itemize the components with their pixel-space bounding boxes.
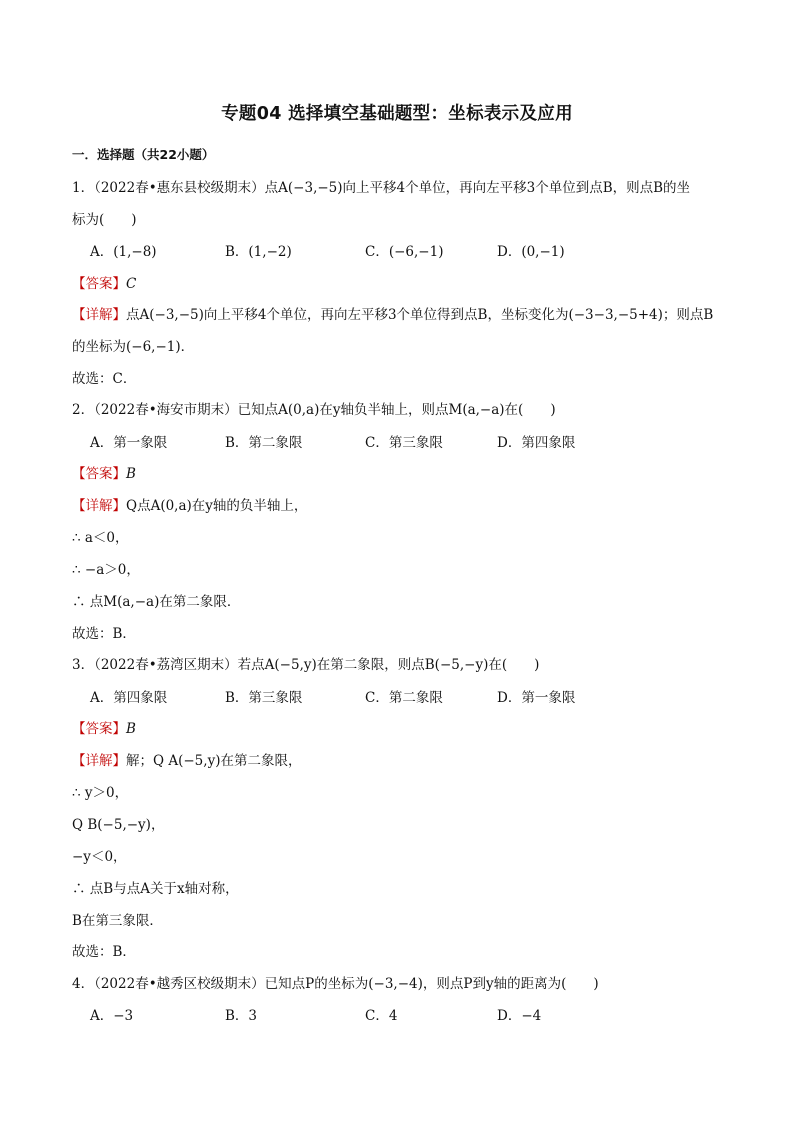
answer-value: B	[126, 466, 136, 482]
q3-option-a: A．第四象限	[90, 690, 168, 706]
q2-answer	[72, 462, 136, 482]
q3-stem: 3．（2022春•荔湾区期末）若点A(−5,y)在第二象限，则点B(−5,−y)在( )	[72, 657, 540, 673]
q3-detail-line4: −y＜0，	[72, 849, 127, 865]
q1-stem-line2: 标为( )	[72, 212, 137, 228]
q3-detail-line2: ∴ y＞0，	[72, 785, 129, 801]
section-heading: 一．选择题（共22小题）	[72, 147, 215, 162]
answer-tag: 【答案】	[72, 276, 126, 292]
q1-option-a: A．(1,−8)	[90, 244, 157, 260]
answer-value: B	[126, 721, 136, 737]
q2-detail-line1	[72, 494, 307, 514]
q3-detail-line5: ∴ 点B与点A关于x轴对称，	[72, 881, 239, 897]
q3-conclusion: 故选：B．	[72, 944, 136, 960]
detail-tag: 【详解】	[72, 307, 126, 323]
detail-text: 点A(−3,−5)向上平移4个单位，再向左平移3个单位得到点B，坐标变化为(−3−3,−5+4)；则点B	[126, 307, 714, 323]
q1-option-d: D．(0,−1)	[497, 244, 565, 260]
answer-tag: 【答案】	[72, 721, 126, 737]
q1-detail-line2: 的坐标为(−6,−1)．	[72, 339, 195, 355]
q3-detail-line6: B在第三象限．	[72, 913, 163, 929]
page-title: 专题04 选择填空基础题型：坐标表示及应用	[221, 104, 573, 124]
detail-text: Q点A(0,a)在y轴的负半轴上，	[126, 498, 308, 514]
q1-stem-line1: 1．（2022春•惠东县校级期末）点A(−3,−5)向上平移4个单位，再向左平移3个单位到点B，则点B的坐	[72, 180, 691, 196]
q1-conclusion: 故选：C．	[72, 371, 137, 387]
q2-detail-line3: ∴ −a＞0，	[72, 562, 140, 578]
q3-answer	[72, 717, 136, 737]
q2-option-d: D．第四象限	[497, 435, 576, 451]
q1-option-b: B．(1,−2)	[225, 244, 292, 260]
q2-option-a: A．第一象限	[90, 435, 168, 451]
q3-option-b: B．第三象限	[225, 690, 303, 706]
q3-option-d: D．第一象限	[497, 690, 576, 706]
q1-answer	[72, 272, 136, 292]
q2-conclusion: 故选：B．	[72, 626, 136, 642]
q3-option-c: C．第二象限	[365, 690, 443, 706]
q4-option-a: A．−3	[90, 1008, 134, 1024]
answer-value: C	[126, 276, 137, 292]
q2-option-c: C．第三象限	[365, 435, 443, 451]
detail-tag: 【详解】	[72, 753, 126, 769]
q2-stem: 2．（2022春•海安市期末）已知点A(0,a)在y轴负半轴上，则点M(a,−a)在( )	[72, 402, 556, 418]
detail-text: 解；Q A(−5,y)在第二象限，	[126, 753, 302, 769]
q1-option-c: C．(−6,−1)	[365, 244, 444, 260]
q1-detail-line1	[72, 303, 713, 323]
q4-stem: 4．（2022春•越秀区校级期末）已知点P的坐标为(−3,−4)，则点P到y轴的距离为( )	[72, 976, 599, 992]
q4-option-c: C．4	[365, 1008, 398, 1024]
q2-detail-line4: ∴ 点M(a,−a)在第二象限．	[72, 594, 241, 610]
q3-detail-line1	[72, 749, 301, 769]
detail-tag: 【详解】	[72, 498, 126, 514]
q4-option-b: B．3	[225, 1008, 258, 1024]
answer-tag: 【答案】	[72, 466, 126, 482]
q2-detail-line2: ∴ a＜0，	[72, 530, 129, 546]
q3-detail-line3: Q B(−5,−y)，	[72, 817, 165, 833]
q2-option-b: B．第二象限	[225, 435, 303, 451]
q4-option-d: D．−4	[497, 1008, 542, 1024]
